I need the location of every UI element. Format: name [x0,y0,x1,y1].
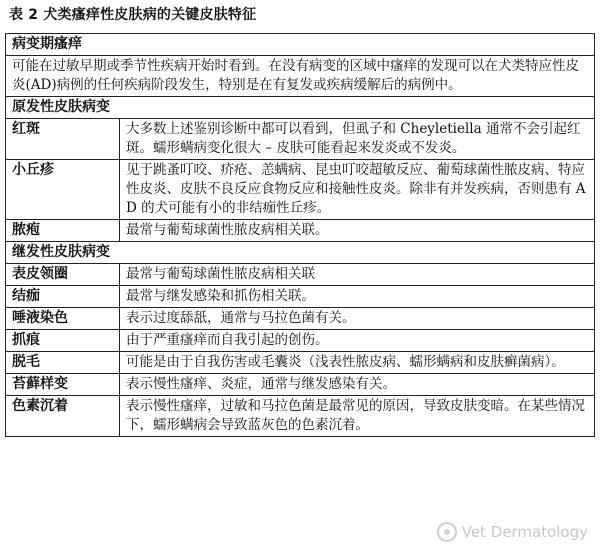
lesion-term: 唾液染色 [6,308,120,330]
lesion-description: 表示过度舔舐，通常与马拉色菌有关。 [120,308,595,330]
lesion-description: 最常与葡萄球菌性脓皮病相关联 [120,264,595,286]
lesion-description: 可能是由于自我伤害或毛囊炎（浅表性脓皮病、蠕形螨病和皮肤癣菌病）。 [120,352,595,374]
pruritus-row [6,56,595,97]
section-header-secondary [6,242,595,264]
lesion-description: 最常与葡萄球菌性脓皮病相关联。 [120,220,595,242]
lesion-term: 表皮领圈 [6,264,120,286]
lesion-term: 苔藓样变 [6,374,120,396]
lesion-term: 脱毛 [6,352,120,374]
table-row [6,330,595,352]
table-row [6,286,595,308]
lesion-term: 脓疱 [6,220,120,242]
section-heading: 继发性皮肤病变 [6,242,595,264]
table-caption: 表 2 犬类瘙痒性皮肤病的关键皮肤特征 [9,7,257,23]
section-header-primary [6,97,595,119]
lesion-term: 红斑 [6,119,120,160]
watermark-logo-icon [437,522,457,542]
lesion-term: 结痂 [6,286,120,308]
table-row [6,308,595,330]
table-row [6,396,595,437]
section-header-pruritus [6,34,595,56]
lesion-description: 表示慢性瘙痒，过敏和马拉色菌是最常见的原因，导致皮肤变暗。在某些情况下，蠕形螨病会导致蓝灰色的色素沉着。 [120,396,595,437]
lesion-description: 大多数上述鉴别诊断中都可以看到，但虱子和 Cheyletiella 通常不会引起红斑。蠕形螨病变化很大 – 皮肤可能看起来发炎或不发炎。 [120,119,595,160]
table-row [6,220,595,242]
table-row [6,352,595,374]
section-heading: 原发性皮肤病变 [6,97,595,119]
lesion-term: 色素沉着 [6,396,120,437]
lesion-description: 由于严重瘙痒而自我引起的创伤。 [120,330,595,352]
watermark-text: Vet Dermatology [461,523,588,541]
watermark [437,522,588,542]
table-row [6,374,595,396]
lesion-term: 小丘疹 [6,160,120,220]
pruritus-description: 可能在过敏早期或季节性疾病开始时看到。在没有病变的区域中瘙痒的发现可以在犬类特应性皮炎(AD)病例的任何疾病阶段发生，特别是在有复发或疾病缓解后的病例中。 [6,56,595,97]
dermatology-features-table [5,33,595,437]
section-heading: 病变期瘙痒 [6,34,595,56]
table-row [6,264,595,286]
table-row [6,119,595,160]
lesion-term: 抓痕 [6,330,120,352]
lesion-description: 表示慢性瘙痒、炎症，通常与继发感染有关。 [120,374,595,396]
table-row [6,160,595,220]
lesion-description: 最常与继发感染和抓伤相关联。 [120,286,595,308]
lesion-description: 见于跳蚤叮咬、疥疮、恙螨病、昆虫叮咬超敏反应、葡萄球菌性脓皮病、特应性皮炎、皮肤不良反应食物反应和接触性皮炎。除非有并发疾病，否则患有 AD 的犬可能有小的非结痂性丘疹。 [120,160,595,220]
